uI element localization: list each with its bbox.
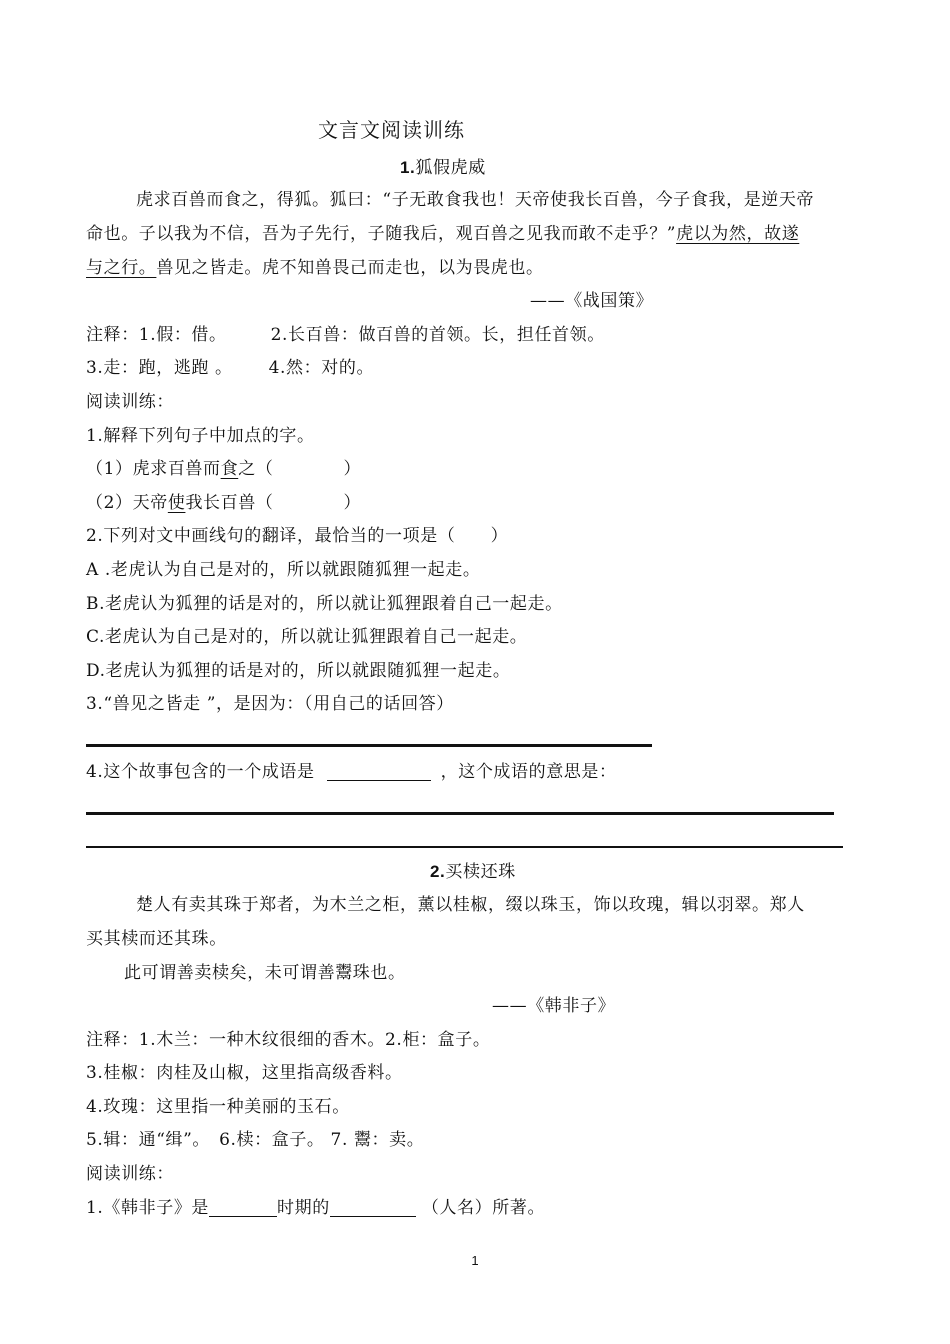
page-number: 1 (471, 1253, 479, 1268)
item-text: （1）虎求百兽而 (86, 459, 221, 479)
answer-line (86, 744, 652, 747)
section-divider (86, 846, 843, 848)
dotted-char: 使 (167, 493, 186, 513)
section1-paragraph-line1: 虎求百兽而食之，得狐。狐曰：“子无敢食我也！天帝使我长百兽，今子食我，是逆天帝 (136, 190, 815, 210)
section2-title: 买椟还珠 (445, 862, 516, 882)
question-text: 1.《韩非子》是 (86, 1198, 210, 1218)
question-2: 2.下列对文中画线句的翻译，最恰当的一项是（ ） (86, 526, 509, 546)
underlined-sentence-part1: 虎以为然，故遂 (676, 224, 800, 244)
section2-paragraph-line3: 此可谓善卖椟矣，未可谓善鬻珠也。 (124, 963, 406, 983)
question-1-item-1 (86, 457, 361, 481)
item-text: 我长百兽（ (185, 493, 274, 513)
answer-blank (327, 762, 431, 781)
question-1-item-2 (86, 491, 361, 515)
question-3: 3.“兽见之皆走 ”，是因为：（用自己的话回答） (86, 694, 454, 714)
section2-heading (430, 860, 516, 884)
option-a: A .老虎认为自己是对的，所以就跟随狐狸一起走。 (86, 560, 481, 580)
section2-note-3: 4.玫瑰：这里指一种美丽的玉石。 (86, 1097, 350, 1117)
option-b: B.老虎认为狐狸的话是对的，所以就让狐狸跟着自己一起走。 (86, 594, 563, 614)
section1-title: 狐假虎威 (415, 158, 486, 178)
section1-heading (400, 156, 486, 180)
item-text: ） (343, 459, 362, 479)
note: 3.走：跑，逃跑 。 (86, 358, 233, 378)
note: 4.然：对的。 (268, 358, 375, 378)
answer-blank (330, 1198, 416, 1217)
item-text: ） (343, 493, 362, 513)
section2-note-1: 注释：1.木兰：一种木纹很细的香木。2.柜：盒子。 (86, 1030, 491, 1050)
section2-source: ——《韩非子》 (492, 996, 616, 1016)
section2-question-1 (86, 1196, 545, 1220)
section2-paragraph-line2: 买其椟而还其珠。 (86, 929, 227, 949)
question-4 (86, 760, 617, 784)
item-text: 之（ (238, 459, 274, 479)
section1-paragraph-line3 (86, 256, 544, 280)
section1-text: 命也。子以我为不信，吾为子先行，子随我后，观百兽之见我而敢不走乎？” (86, 224, 677, 244)
section2-note-2: 3.桂椒：肉桂及山椒，这里指高级香料。 (86, 1063, 403, 1083)
section2-paragraph-line1: 楚人有卖其珠于郑者，为木兰之柜，薰以桂椒，缀以珠玉，饰以玫瑰，辑以羽翠。郑人 (136, 895, 805, 915)
section2-number: 2. (430, 862, 446, 881)
section1-paragraph-line2 (86, 222, 799, 246)
dotted-char: 食 (220, 459, 239, 479)
section1-notes-line1 (86, 323, 605, 347)
section1-notes-line2 (86, 356, 374, 380)
question-text: （人名）所著。 (421, 1198, 546, 1218)
section1-number: 1. (400, 158, 416, 177)
note: 注释：1.假：借。 (86, 325, 227, 345)
question-1: 1.解释下列句子中加点的字。 (86, 426, 315, 446)
underlined-sentence-part2: 与之行。 (86, 258, 157, 278)
note: 2.长百兽：做百兽的首领。长，担任首领。 (270, 325, 605, 345)
question-text: 时期的 (277, 1198, 330, 1218)
answer-blank (209, 1198, 277, 1217)
question-text: 4.这个故事包含的一个成语是 (86, 762, 315, 782)
section2-note-4: 5.辑：通“缉”。 6.椟：盒子。 7. 鬻：卖。 (86, 1130, 425, 1150)
answer-line (86, 812, 834, 815)
section1-source: ——《战国策》 (530, 291, 654, 311)
item-text: （2）天帝 (86, 493, 168, 513)
reading-training-label: 阅读训练： (86, 1164, 174, 1184)
section1-text: 兽见之皆走。虎不知兽畏己而走也，以为畏虎也。 (156, 258, 544, 278)
question-text: ，这个成语的意思是： (440, 762, 617, 782)
option-c: C.老虎认为自己是对的，所以就让狐狸跟着自己一起走。 (86, 627, 528, 647)
page-title: 文言文阅读训练 (318, 118, 465, 142)
reading-training-label: 阅读训练： (86, 392, 174, 412)
option-d: D.老虎认为狐狸的话是对的，所以就跟随狐狸一起走。 (86, 661, 511, 681)
